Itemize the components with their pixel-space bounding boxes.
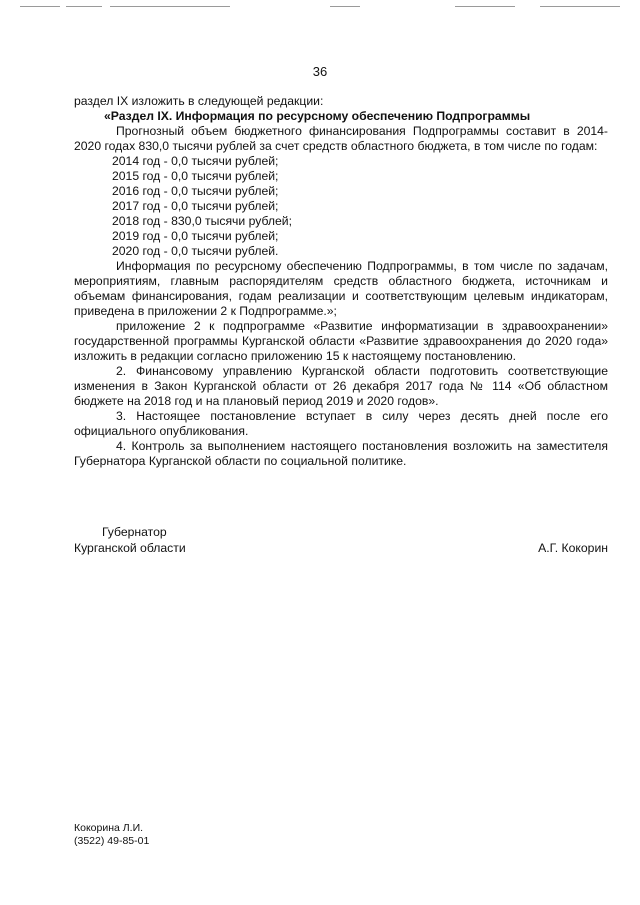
- funding-paragraph: Прогнозный объем бюджетного финансирования Подпрограммы составит в 2014-2020 годах 830,0 тысячи рублей за счет средств областного бюджета, в том числе по годам:: [74, 124, 608, 153]
- signature-title: Губернатор: [102, 525, 167, 539]
- scan-artifact-line: [330, 6, 360, 7]
- funding-year-item: 2014 год - 0,0 тысячи рублей;: [112, 154, 279, 168]
- funding-year-list: [74, 154, 608, 259]
- funding-year-item: 2018 год - 830,0 тысячи рублей;: [112, 214, 292, 228]
- intro-text: раздел IX изложить в следующей редакции:: [74, 94, 324, 108]
- appendix-paragraph: приложение 2 к подпрограмме «Развитие информатизации в здравоохранении» государственной программы Курганской области «Развитие здравоохранения до 2020 года» изложить в редакции согласно приложению 15 к настоящему постановлению.: [74, 319, 608, 363]
- funding-year-item: 2019 год - 0,0 тысячи рублей;: [112, 229, 279, 243]
- section-heading: «Раздел IX. Информация по ресурсному обеспечению Подпрограммы: [104, 109, 531, 123]
- signature-block: [74, 524, 608, 556]
- scan-artifact-line: [20, 6, 60, 7]
- signature-row: [74, 540, 608, 556]
- item-4-paragraph: 4. Контроль за выполнением настоящего постановления возложить на заместителя Губернатора Курганской области по социальной политике.: [74, 439, 608, 468]
- funding-year-item: 2020 год - 0,0 тысячи рублей.: [112, 244, 279, 258]
- executor-footer: [74, 822, 149, 848]
- funding-year-item: 2015 год - 0,0 тысячи рублей;: [112, 169, 279, 183]
- scan-artifact-line: [540, 6, 620, 7]
- info-paragraph: Информация по ресурсному обеспечению Подпрограммы, в том числе по задачам, мероприятиям, главным распорядителям средств областного бюджета, источникам и объемам финансирования, годам реализации и соответствующим целевым индикаторам, приведена в приложении 2 к Подпрограмме.»;: [74, 259, 608, 318]
- scan-artifact-line: [110, 6, 230, 7]
- document-body: [74, 94, 608, 469]
- item-3-paragraph: 3. Настоящее постановление вступает в силу через десять дней после его официального опубликования.: [74, 409, 608, 438]
- page-number: 36: [312, 64, 328, 79]
- executor-phone: (3522) 49-85-01: [74, 835, 150, 847]
- scan-artifact-line: [455, 6, 515, 7]
- funding-year-item: 2017 год - 0,0 тысячи рублей;: [112, 199, 279, 213]
- scan-artifact-line: [66, 6, 102, 7]
- funding-year-item: 2016 год - 0,0 тысячи рублей;: [112, 184, 279, 198]
- signature-region: Курганской области: [74, 541, 186, 555]
- signatory-name: А.Г. Кокорин: [538, 541, 608, 555]
- executor-name: Кокорина Л.И.: [74, 822, 144, 834]
- item-2-paragraph: 2. Финансовому управлению Курганской области подготовить соответствующие изменения в Закон Курганской области от 26 декабря 2017 года № 114 «Об областном бюджете на 2018 год и на плановый период 2019 и 2020 годов».: [74, 364, 608, 408]
